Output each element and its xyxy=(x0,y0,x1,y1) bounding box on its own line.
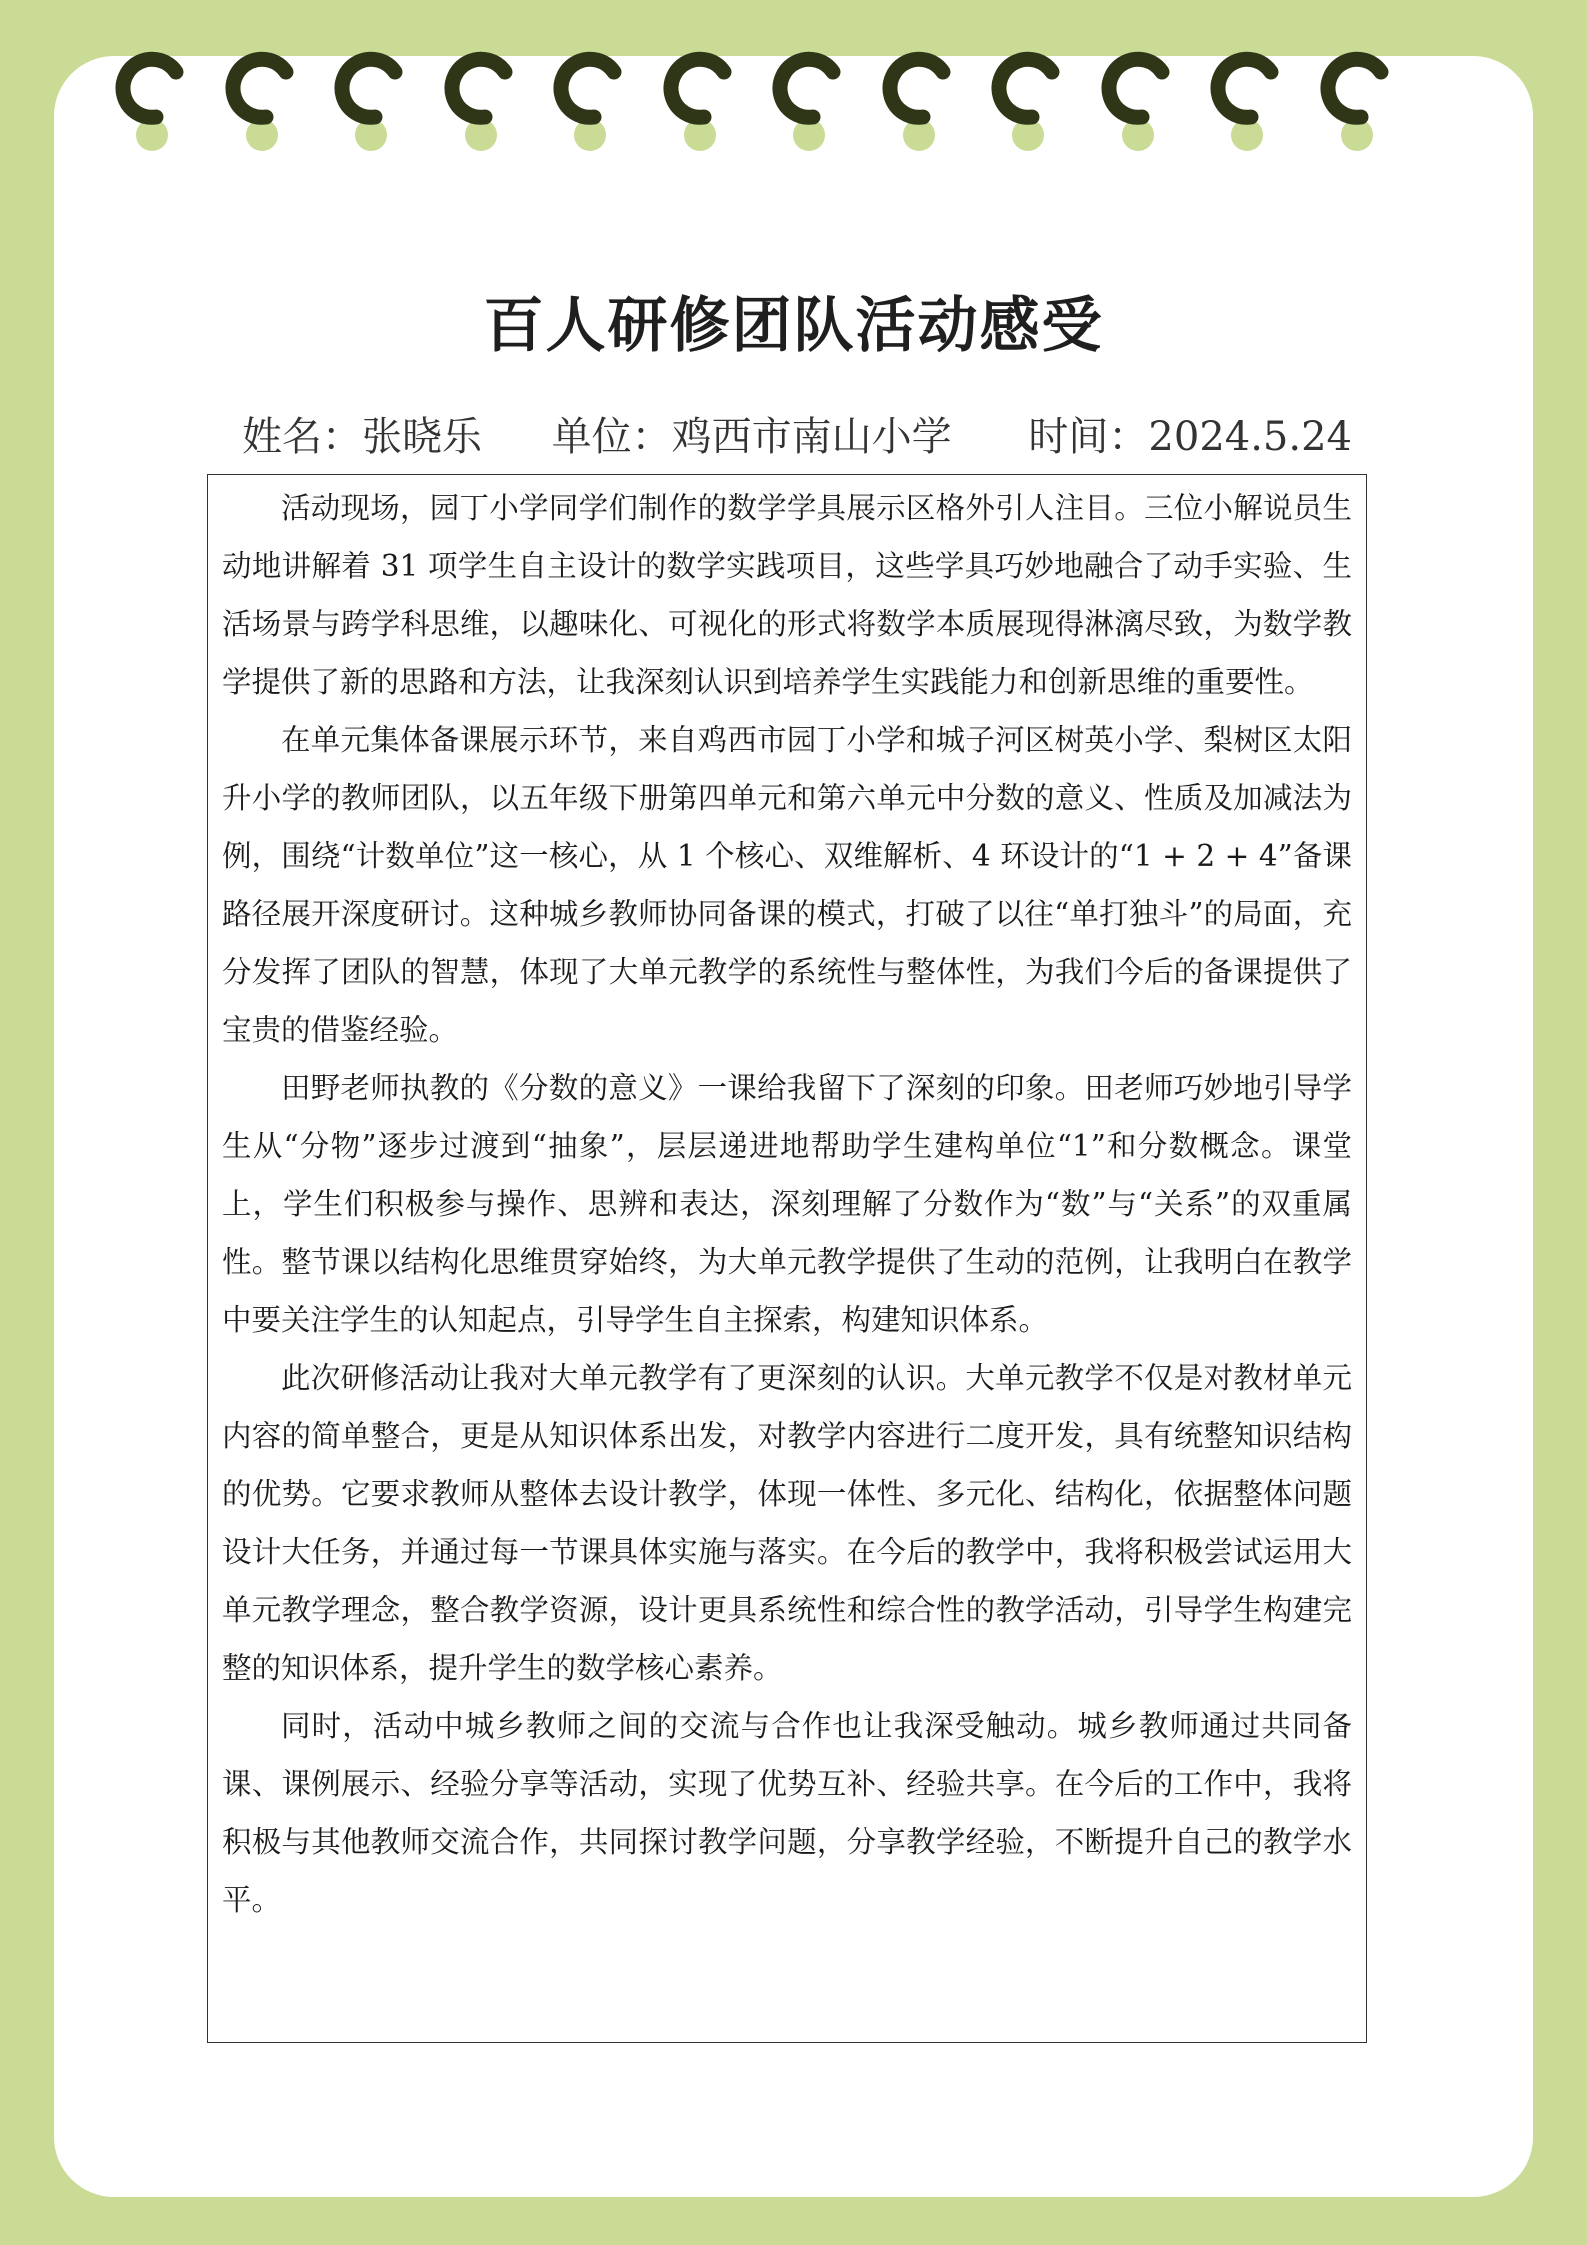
paragraph-4: 此次研修活动让我对大单元教学有了更深刻的认识。大单元教学不仅是对教材单元内容的简单整合，更是从知识体系出发，对教学内容进行二度开发，具有统整知识结构的优势。它要求教师从整体去设计教学，体现一体性、多元化、结构化，依据整体问题设计大任务，并通过每一节课具体实施与落实。在今后的教学中，我将积极尝试运用大单元教学理念，整合教学资源，设计更具系统性和综合性的教学活动，引导学生构建完整的知识体系，提升学生的数学核心素养。 xyxy=(222,1361,1352,1685)
binder-ring xyxy=(220,34,304,174)
binder-ring xyxy=(439,34,523,174)
paragraph-1: 活动现场，园丁小学同学们制作的数学学具展示区格外引人注目。三位小解说员生动地讲解着 31 项学生自主设计的数学实践项目，这些学具巧妙地融合了动手实验、生活场景与跨学科思维，以趣味化、可视化的形式将数学本质展现得淋漓尽致，为数学教学提供了新的思路和方法，让我深刻认识到培养学生实践能力和创新思维的重要性。 xyxy=(222,491,1352,699)
binder-ring xyxy=(1096,34,1180,174)
binder-ring xyxy=(548,34,632,174)
paragraph-2: 在单元集体备课展示环节，来自鸡西市园丁小学和城子河区树英小学、梨树区太阳升小学的教师团队，以五年级下册第四单元和第六单元中分数的意义、性质及加减法为例，围绕“计数单位”这一核心，从 1 个核心、双维解析、4 环设计的“1 + 2 + 4”备课路径展开深度研讨。这种城乡教师协同备课的模式，打破了以往“单打独斗”的局面，充分发挥了团队的智慧，体现了大单元教学的系统性与整体性，为我们今后的备课提供了宝贵的借鉴经验。 xyxy=(222,723,1352,1047)
date-label: 时间：2024.5.24 xyxy=(1028,414,1352,460)
binder-ring xyxy=(877,34,961,174)
binder-ring xyxy=(1315,34,1399,174)
author-unit: 单位：鸡西市南山小学 xyxy=(551,414,952,460)
binder-ring xyxy=(1205,34,1289,174)
binder-ring xyxy=(329,34,413,174)
page-title: 百人研修团队活动感受 xyxy=(483,291,1104,361)
paragraph-5: 同时，活动中城乡教师之间的交流与合作也让我深受触动。城乡教师通过共同备课、课例展示、经验分享等活动，实现了优势互补、经验共享。在今后的工作中，我将积极与其他教师交流合作，共同探讨教学问题，分享教学经验，不断提升自己的教学水平。 xyxy=(222,1709,1352,1917)
paragraph-3: 田野老师执教的《分数的意义》一课给我留下了深刻的印象。田老师巧妙地引导学生从“分物”逐步过渡到“抽象”，层层递进地帮助学生建构单位“1”和分数概念。课堂上，学生们积极参与操作、思辨和表达，深刻理解了分数作为“数”与“关系”的双重属性。整节课以结构化思维贯穿始终，为大单元教学提供了生动的范例，让我明白在教学中要关注学生的认知起点，引导学生自主探索，构建知识体系。 xyxy=(222,1071,1352,1337)
binder-ring xyxy=(110,34,194,174)
author-info xyxy=(242,405,1352,462)
binder-ring xyxy=(767,34,851,174)
author-name: 姓名：张晓乐 xyxy=(242,414,482,460)
binder-ring xyxy=(986,34,1070,174)
binder-ring xyxy=(658,34,742,174)
essay-box xyxy=(207,474,1367,2043)
